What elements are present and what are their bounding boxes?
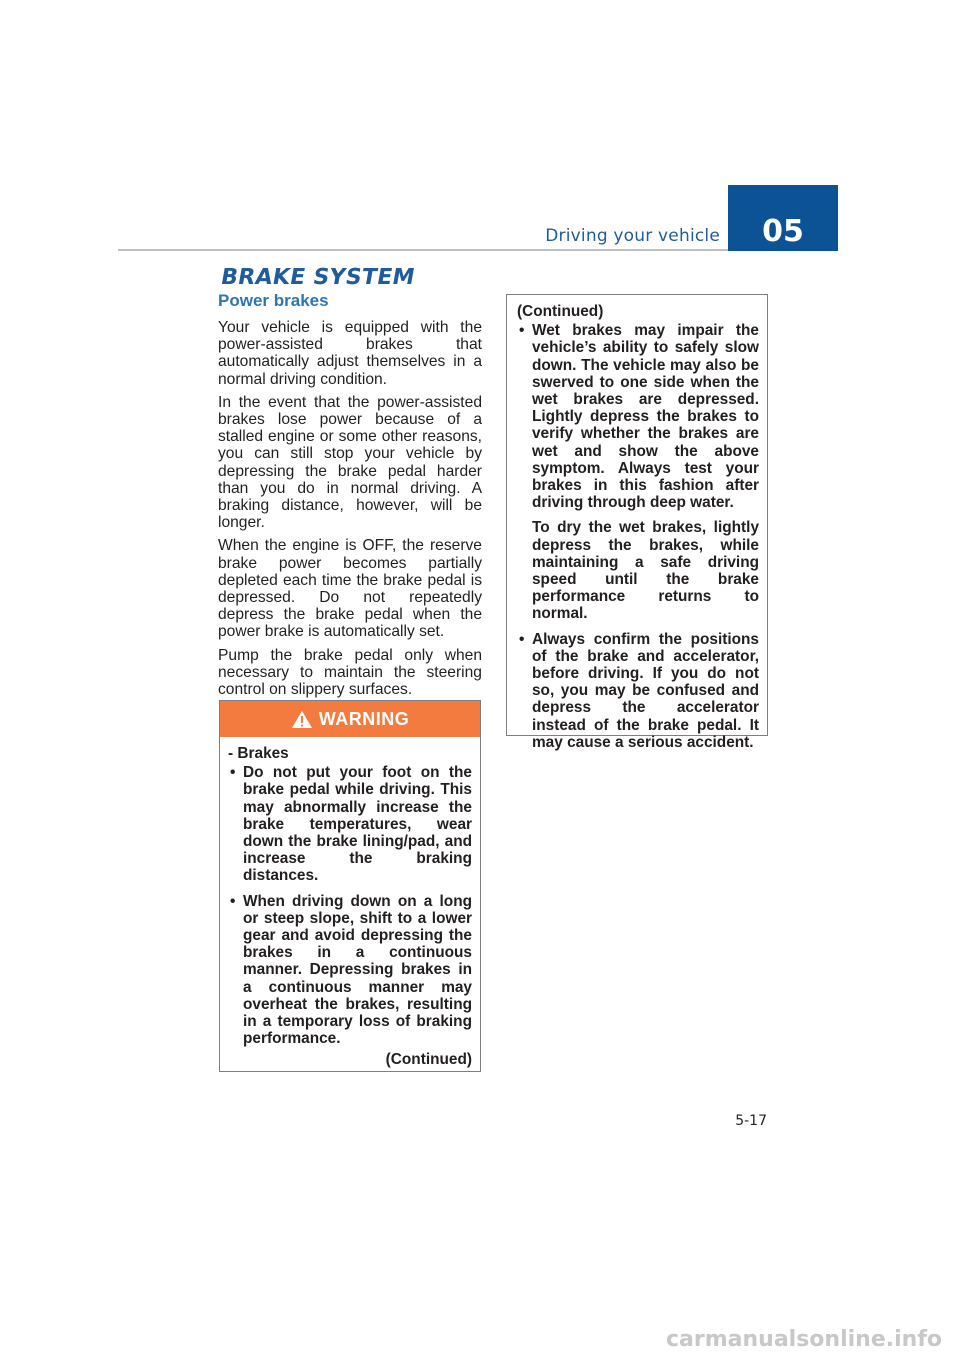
continued-warning-box [506,294,768,751]
bullet-text: Wet brakes may impair the vehicle’s ability to safely slow down. The vehicle may also be swerved to one side when the wet brakes are depressed. Lightly depress the brakes to verify whether the brakes are wet and show the above symptom. Always test your brakes in this fashion after driving through deep water. [532,322,759,512]
paragraph: When the engine is OFF, the reserve brake power becomes partially depleted each time the brake pedal is depressed. Do not repeatedly depress the brake pedal when the power brake is automatically set. [218,537,482,641]
paragraph: Pump the brake pedal only when necessary to maintain the steering control on slippery surfaces. [218,646,482,699]
header-rule [118,249,728,251]
list-item [517,322,759,511]
warning-content [220,737,480,1069]
paragraph: In the event that the power-assisted brakes lose power because of a stalled engine or some other reasons, you can still stop your vehicle by depressing the brake pedal harder than you do in normal driving. A braking distance, however, will be longer. [218,393,482,532]
subheading-power-brakes: Power brakes [218,291,329,310]
warning-box [219,700,481,1072]
continued-bullets-2 [517,631,759,751]
warning-intro: - Brakes [228,745,289,762]
section-title: BRAKE SYSTEM [218,265,417,290]
list-item: • Always confirm the positions of the brake and accelerator, before driving. If you do not so, you may be confused and depress the accelerator instead of the brake pedal. It may cause a serious accident. [517,631,759,751]
watermark: carmanualsonline.info [666,1327,942,1352]
list-item: • When driving down on a long or steep slope, shift to a lower gear and avoid depressing the brakes in a continuous manner. Depressing brakes in a continuous manner may overheat the brakes, resulting in a temporary loss of braking performance. [228,893,472,1048]
continued-label: (Continued) [385,1051,472,1069]
header-title: Driving your vehicle [545,226,720,246]
warning-label: WARNING [318,708,410,729]
bullet-followup: To dry the wet brakes, lightly depress the brakes, while maintaining a safe driving speed until the brake performance returns to normal. [532,519,759,623]
list-item: • Do not put your foot on the brake pedal while driving. This may abnormally increase the brake temperatures, wear down the brake lining/pad, and increase the braking distances. [228,764,472,884]
warning-triangle-icon [291,710,313,729]
paragraph: Your vehicle is equipped with the power-assisted brakes that automatically adjust themselves in a normal driving condition. [218,319,482,388]
warning-header [220,701,480,737]
continued-bullets [517,322,759,511]
power-brakes-section [218,291,482,704]
continued-intro: (Continued) [517,303,604,320]
chapter-number: 05 [728,185,838,251]
warning-bullets [228,764,472,1047]
page-number: 5-17 [735,1113,767,1129]
